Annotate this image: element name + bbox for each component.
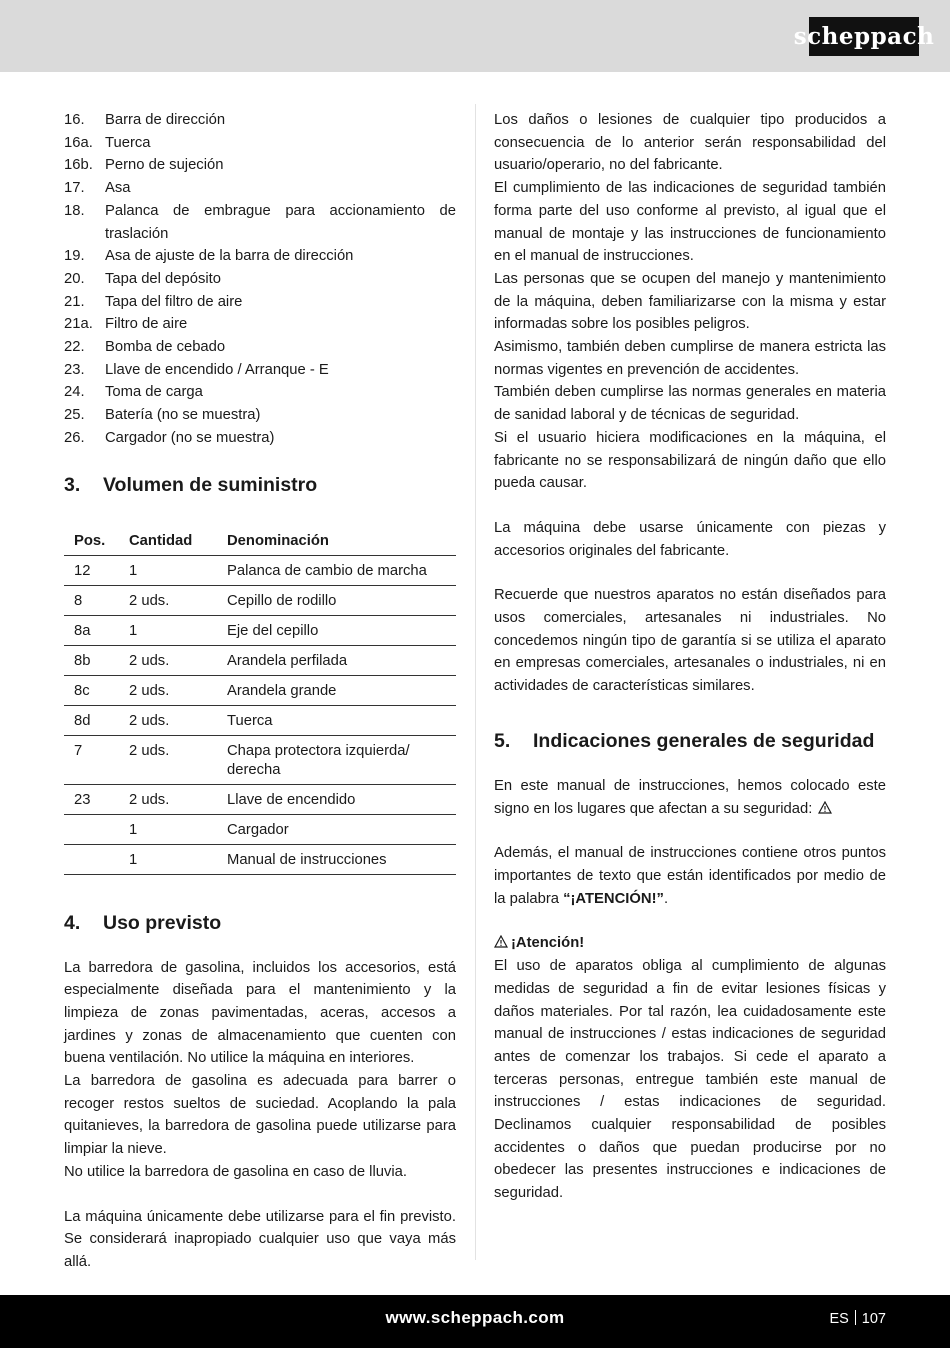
paragraph: Si el usuario hiciera modificaciones en la máquina, el fabricante no se responsabilizará de ningún daño que ello pueda causar.: [494, 429, 886, 492]
list-item: [64, 313, 456, 336]
item-text: Llave de encendido / Arranque - E: [105, 361, 329, 378]
paragraph: No utilice la barredora de gasolina en caso de lluvia.: [64, 1163, 408, 1180]
page-indicator: [829, 1310, 886, 1327]
table-cell: 8: [64, 585, 119, 615]
paragraph: Los daños o lesiones de cualquier tipo producidos a consecuencia de lo anterior serán responsabilidad del usuario/operario, no del fabricante.: [494, 112, 886, 174]
item-text: Batería (no se muestra): [105, 407, 261, 424]
table-cell: Eje del cepillo: [217, 615, 456, 645]
section-number: 3.: [64, 473, 81, 496]
table-row: [64, 814, 456, 844]
item-text: Tapa del filtro de aire: [105, 293, 243, 310]
item-text: Cargador (no se muestra): [105, 429, 275, 446]
table-cell: 1: [119, 555, 217, 585]
list-item: [64, 427, 456, 450]
table-cell: 2 uds.: [119, 735, 217, 784]
table-header-row: [64, 526, 456, 556]
footer-bar: [0, 1295, 950, 1348]
page-number: 107: [861, 1311, 886, 1327]
item-text: Filtro de aire: [105, 316, 188, 333]
item-text: Tuerca: [105, 134, 151, 151]
supply-table: [64, 526, 456, 875]
paragraph: [494, 775, 886, 820]
table-row: [64, 705, 456, 735]
paragraph: [494, 842, 886, 910]
table-cell: 2 uds.: [119, 705, 217, 735]
section-number: 5.: [494, 729, 511, 752]
section-5-heading: [494, 728, 886, 754]
table-cell: 2 uds.: [119, 585, 217, 615]
column-header: Pos.: [64, 526, 119, 556]
section-title: Uso previsto: [103, 911, 222, 934]
item-number: 16b.: [64, 157, 93, 174]
table-cell: Cepillo de rodillo: [217, 585, 456, 615]
table-cell: 8c: [64, 675, 119, 705]
table-row: [64, 784, 456, 814]
list-item: [64, 291, 456, 314]
table-cell: Manual de instrucciones: [217, 844, 456, 874]
list-item: [64, 268, 456, 291]
table-row: [64, 615, 456, 645]
header-bar: [0, 0, 950, 72]
item-number: 25.: [64, 407, 85, 424]
website-link[interactable]: www.scheppach.com: [385, 1308, 565, 1327]
table-cell: 8d: [64, 705, 119, 735]
table-cell: Arandela perfilada: [217, 645, 456, 675]
list-item: [64, 404, 456, 427]
item-number: 17.: [64, 180, 85, 197]
warning-triangle-icon: [494, 932, 511, 955]
table-cell: 2 uds.: [119, 645, 217, 675]
item-number: 19.: [64, 248, 85, 265]
item-number: 20.: [64, 270, 85, 287]
item-number: 23.: [64, 361, 85, 378]
table-cell: 7: [64, 735, 119, 784]
table-cell: Cargador: [217, 814, 456, 844]
table-cell: 8a: [64, 615, 119, 645]
item-number: 21a.: [64, 316, 93, 333]
table-cell: [64, 814, 119, 844]
paragraph: Las personas que se ocupen del manejo y mantenimiento de la máquina, deben familiarizarse con la misma y estar informadas sobre los posibles peligros.: [494, 270, 886, 333]
table-cell: 2 uds.: [119, 784, 217, 814]
table-cell: 12: [64, 555, 119, 585]
scheppach-logo: scheppach: [809, 17, 919, 56]
list-item: [64, 132, 456, 155]
item-number: 26.: [64, 429, 85, 446]
table-cell: 1: [119, 615, 217, 645]
section-number: 4.: [64, 911, 81, 934]
list-item: [64, 245, 456, 268]
table-row: [64, 555, 456, 585]
item-number: 18.: [64, 202, 85, 219]
item-text: Palanca de embrague para accionamiento de traslación: [105, 202, 456, 242]
table-cell: 8b: [64, 645, 119, 675]
table-cell: 1: [119, 814, 217, 844]
paragraph-text: .: [663, 890, 669, 907]
item-text: Barra de dirección: [105, 112, 226, 128]
section-title: Indicaciones generales de seguridad: [533, 729, 875, 752]
table-cell: [64, 844, 119, 874]
right-column: [494, 109, 886, 1205]
item-text: Tapa del depósito: [105, 270, 221, 287]
list-item: [64, 177, 456, 200]
section-3-heading: [64, 472, 456, 498]
attention-heading: [494, 932, 886, 955]
paragraph: También deben cumplirse las normas generales en materia de sanidad laboral y de técnicas de seguridad.: [494, 384, 886, 424]
table-row: [64, 675, 456, 705]
table-row: [64, 735, 456, 784]
item-number: 22.: [64, 339, 85, 356]
table-cell: Chapa protectora izquierda/ derecha: [217, 735, 456, 784]
item-number: 16.: [64, 112, 85, 128]
paragraph: La máquina debe usarse únicamente con piezas y accesorios originales del fabricante.: [494, 519, 886, 559]
list-item: [64, 154, 456, 177]
paragraph-text: Además, el manual de instrucciones contiene otros puntos importantes de texto que están identificados por medio de la palabra: [494, 845, 886, 907]
item-text: Asa: [105, 180, 131, 197]
separator: [855, 1310, 856, 1325]
parts-list: [64, 109, 456, 450]
list-item: [64, 359, 456, 382]
table-cell: Arandela grande: [217, 675, 456, 705]
section-4-heading: [64, 910, 456, 936]
paragraph: La máquina únicamente debe utilizarse para el fin previsto. Se considerará inapropiado cualquier uso que vaya más allá.: [64, 1208, 456, 1270]
paragraph-text: En este manual de instrucciones, hemos colocado este signo en los lugares que afectan a su seguridad:: [494, 777, 886, 817]
list-item: [64, 336, 456, 359]
attention-title: ¡Atención!: [511, 935, 585, 952]
table-cell: 2 uds.: [119, 675, 217, 705]
list-item: [64, 109, 456, 132]
table-cell: Tuerca: [217, 705, 456, 735]
table-cell: Llave de encendido: [217, 784, 456, 814]
table-row: [64, 645, 456, 675]
paragraph: Asimismo, también deben cumplirse de manera estricta las normas vigentes en prevención de accidentes.: [494, 339, 886, 378]
paragraph: La barredora de gasolina, incluidos los accesorios, está especialmente diseñada para el mantenimiento y la limpieza de zonas pavimentadas, aceras, accesos a jardines y zonas de almacenamiento que cuenten con buena ventilación. No utilice la máquina en interiores.: [64, 959, 456, 1067]
paragraph: Recuerde que nuestros aparatos no están diseñados para usos comerciales, artesanales ni industriales. No concedemos ningún tipo de garantía si se utiliza el aparato en empresas comerciales, artesanales o industriales, ni en actividades de características similares.: [494, 587, 886, 695]
item-number: 16a.: [64, 134, 93, 151]
language-code: ES: [829, 1311, 849, 1327]
table-cell: 1: [119, 844, 217, 874]
item-number: 21.: [64, 293, 85, 310]
table-row: [64, 844, 456, 874]
section-title: Volumen de suministro: [103, 473, 318, 496]
column-header: Cantidad: [119, 526, 217, 556]
paragraph: La barredora de gasolina es adecuada para barrer o recoger restos sueltos de suciedad. Acoplando la pala quitanieves, la barredora de gasolina puede utilizarse para limpiar la nieve.: [64, 1073, 456, 1158]
item-text: Toma de carga: [105, 384, 203, 401]
item-text: Asa de ajuste de la barra de dirección: [105, 248, 354, 265]
table-cell: 23: [64, 784, 119, 814]
left-column: [64, 109, 456, 1274]
bold-keyword: “¡ATENCIÓN!”: [563, 890, 664, 907]
paragraph: El cumplimiento de las indicaciones de seguridad también forma parte del uso conforme al previsto, al igual que el manual de montaje y las instrucciones de funcionamiento en el manual de instrucciones.: [494, 180, 886, 265]
column-divider: [475, 104, 476, 1260]
list-item: [64, 200, 456, 245]
column-header: Denominación: [217, 526, 456, 556]
item-text: Bomba de cebado: [105, 339, 226, 356]
list-item: [64, 381, 456, 404]
item-number: 24.: [64, 384, 85, 401]
paragraph: El uso de aparatos obliga al cumplimiento de algunas medidas de seguridad a fin de evitar lesiones físicas y daños materiales. Por tal razón, lea cuidadosamente este manual de instrucciones / estas indicaciones de seguridad antes de comenzar los trabajos. Si cede el aparato a terceras personas, entregue también este manual de instrucciones / estas indicaciones de seguridad. Declinamos cualquier responsabilidad de posibles accidentes o daños que puedan producirse por no obedecer las presentes instrucciones e indicaciones de seguridad.: [494, 958, 886, 1202]
table-row: [64, 585, 456, 615]
item-text: Perno de sujeción: [105, 157, 224, 174]
warning-triangle-icon: [816, 798, 832, 821]
table-cell: Palanca de cambio de marcha: [217, 555, 456, 585]
